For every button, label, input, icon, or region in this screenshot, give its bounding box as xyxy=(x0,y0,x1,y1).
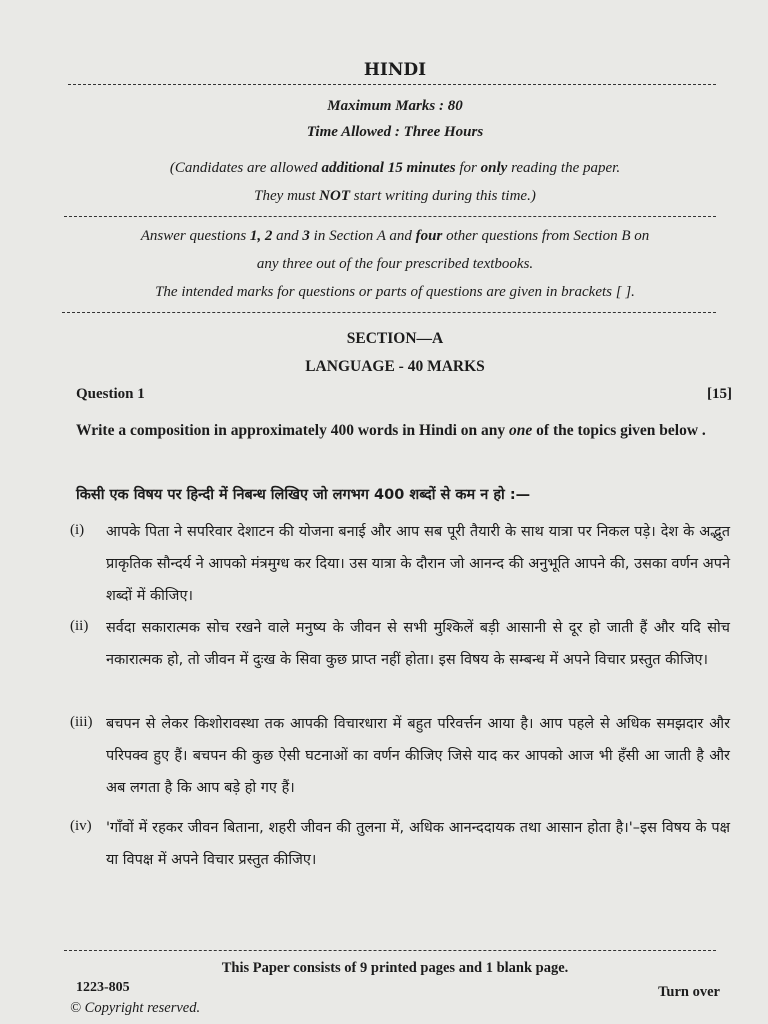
reading-note-1-pre: (Candidates are allowed xyxy=(169,160,322,176)
reading-note-2-bold: NOT xyxy=(319,188,350,204)
reading-note-1-mid: for xyxy=(455,160,481,176)
divider-3 xyxy=(62,312,716,313)
reading-note-1-bold: additional 15 minutes xyxy=(321,160,456,176)
instr-1-three: 3 xyxy=(302,228,310,244)
divider-2 xyxy=(64,216,716,217)
instruction-pre: Write a composition in approximately 400 words in Hindi on any xyxy=(76,422,510,439)
topic-number: (ii) xyxy=(70,618,89,634)
time-allowed: Time Allowed : Three Hours xyxy=(306,124,484,140)
instructions-line-3: The intended marks for questions or parts of questions are given in brackets [ ]. xyxy=(155,284,635,300)
topic-item xyxy=(70,812,730,876)
topic-number: (iii) xyxy=(70,714,93,730)
copyright: © Copyright reserved. xyxy=(70,1000,201,1016)
instructions-line-1 xyxy=(0,228,768,245)
question-marks: [15] xyxy=(707,386,732,402)
reading-note-1-post: reading the paper. xyxy=(507,160,621,176)
topic-number: (iv) xyxy=(70,818,92,834)
instr-1-nums: 1, 2 xyxy=(249,228,273,244)
topic-item xyxy=(70,612,730,708)
topic-text: सर्वदा सकारात्मक सोच रखने वाले मनुष्य के जीवन से सभी मुश्किलें बड़ी आसानी से दूर हो जाती हैं और यदि सोच नकारात्मक हो, तो जीवन में दुःख के सिवा कुछ प्राप्त नहीं होता। इस विषय के सम्बन्ध में अपने विचार प्रस्तुत कीजिए। xyxy=(106,620,730,668)
instruction-post: of the topics given below . xyxy=(532,422,706,439)
reading-note-line-2 xyxy=(0,188,768,205)
turn-over: Turn over xyxy=(658,984,720,1000)
instr-1-post: other questions from Section B on xyxy=(442,228,650,244)
topic-item xyxy=(70,708,730,804)
topic-text: 'गाँवों में रहकर जीवन बिताना, शहरी जीवन की तुलना में, अधिक आनन्ददायक तथा आसान होता है।'–इस विषय के पक्ष या विपक्ष में अपने विचार प्रस्तुत कीजिए। xyxy=(106,820,730,868)
question-label: Question 1 xyxy=(76,386,145,402)
pages-note: This Paper consists of 9 printed pages and 1 blank page. xyxy=(221,960,569,976)
section-subtitle: LANGUAGE - 40 MARKS xyxy=(305,358,485,375)
instr-1-mid: in Section A and xyxy=(309,228,416,244)
topic-item xyxy=(70,516,730,612)
topic-number: (i) xyxy=(70,522,85,538)
divider-footer xyxy=(64,950,716,951)
instr-1-and: and xyxy=(272,228,303,244)
topic-text: आपके पिता ने सपरिवार देशाटन की योजना बनाई और आप सब पूरी तैयारी के साथ यात्रा पर निकल पड़े। देश के अद्भुत प्राकृतिक सौन्दर्य ने आपको मंत्रमुग्ध कर दिया। उस यात्रा के दौरान जो आनन्द की अनुभूति आपने की, उसका वर्णन अपने शब्दों में कीजिए। xyxy=(106,524,730,604)
reading-note-2-pre: They must xyxy=(254,188,320,204)
hindi-instruction: किसी एक विषय पर हिन्दी में निबन्ध लिखिए जो लगभग 400 शब्दों से कम न हो :— xyxy=(76,487,531,503)
paper-code: 1223-805 xyxy=(76,980,130,995)
max-marks: Maximum Marks : 80 xyxy=(327,98,463,114)
reading-note-1-bold2: only xyxy=(480,160,508,176)
section-title: SECTION—A xyxy=(346,330,444,347)
instr-1-pre: Answer questions xyxy=(140,228,250,244)
instr-1-four: four xyxy=(415,228,443,244)
instructions-line-2: any three out of the four prescribed textbooks. xyxy=(256,256,534,272)
question-instruction xyxy=(76,420,726,442)
reading-note-line-1 xyxy=(0,160,768,177)
subject-title: HINDI xyxy=(363,60,427,80)
reading-note-2-post: start writing during this time.) xyxy=(349,188,536,204)
topic-text: बचपन से लेकर किशोरावस्था तक आपकी विचारधारा में बहुत परिवर्त्तन आया है। आप पहले से अधिक समझदार और परिपक्व हुए हैं। बचपन की कुछ ऐसी घटनाओं का वर्णन कीजिए जिसे याद कर आपको आज भी हँसी आ जाती है और अब लगता है कि आप बड़े हो गए हैं। xyxy=(106,716,730,796)
instruction-one: one xyxy=(509,422,533,439)
divider-top xyxy=(68,84,716,85)
